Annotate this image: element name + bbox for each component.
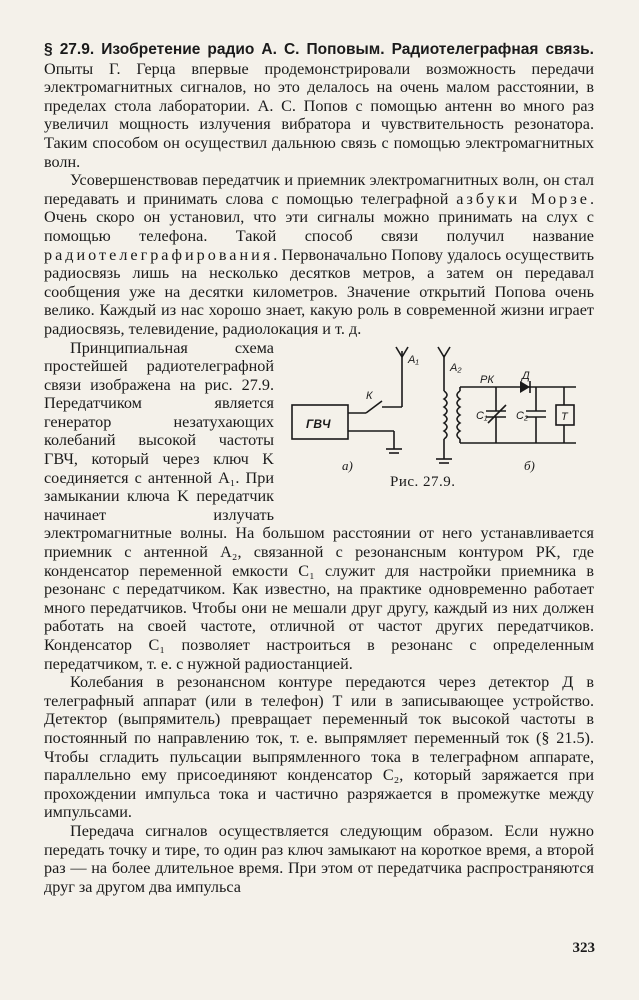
paragraph-2-c: . Первоначально Попову удалось осуществить радиосвязь лишь на несколько десятков метров, а затем он передавал сообщения уже на десятки километров. Значение открытий Попова очень велико. Каждый из нас хорошо знает, какую роль в современной жизни играет радиосвязь, телевидение, радиолокация и т. д. — [44, 245, 594, 338]
rk-label: РК — [480, 373, 494, 386]
d-label: Д — [522, 369, 530, 382]
radiotelegraph-term: радиотелеграфирования — [44, 245, 274, 264]
morse-term: азбуки Морзе — [456, 189, 590, 208]
paragraph-2-b: . Очень скоро он установил, что эти сигналы можно принимать на слух с помощью телефона. Такой способ связи получил название — [44, 189, 595, 245]
paragraph-5: Передача сигналов осуществляется следующим образом. Если нужно передать точку и тире, то один раз ключ замыкают на короткое время, а второй раз — на более длительное время. При этом от передатчика распространяются друг за другом два импульса — [44, 821, 594, 896]
paragraph-3: Принципиальная схема простейшей радиотелеграфной связи изображена на рис. 27.9. Передатчиком является генератор незатухающих колебаний высокой частоты ГВЧ, который через ключ K соединяется с антенной A₁. При замыкании ключа K передатчик начинает излучать электромагнитные волны. На большом расстоянии от него устанавливается приемник с антенной A₂, связанной с резонансным контуром PK, где конденсатор переменной емкости C₁ служит для настройки приемника в резонанс с передатчиком. Как известно, на практике одновременно работает много передатчиков. Чтобы они не мешали друг другу, каждый из них должен работать на своей частоте, отличной от частот других передатчиков. Конденсатор C₁ позволяет настроиться в резонанс с определенным передатчиком, т. е. с нужной радиостанцией. — [44, 338, 594, 673]
gvch-label: ГВЧ — [306, 416, 331, 431]
paragraph-1 — [44, 40, 594, 171]
figure-caption: Рис. 27.9. — [390, 473, 456, 490]
paragraph-2 — [44, 171, 594, 338]
figure-27-9 — [284, 341, 594, 511]
paragraph-2-a: Усовершенствовав передатчик и приемник электромагнитных волн, он стал передавать и принимать слова с помощью телеграфной — [44, 171, 594, 208]
antenna-a2-label: A₂ — [450, 361, 462, 374]
paragraph-1-text: Опыты Г. Герца впервые продемонстрировали возможность передачи электромагнитных сигналов, но это делалось на очень малом расстоянии, в пределах стола лаборатории. А. С. Попов с помощью антенн во много раз увеличил мощность излучения вибратора и чувствительность резонатора. Таким способом он осуществил дальнюю связь с помощью электромагнитных волн. — [44, 59, 594, 171]
page-body — [44, 40, 594, 896]
figure-label-b: б) — [524, 457, 535, 473]
c2-label: C₂ — [516, 409, 529, 422]
antenna-a1-label: A₁ — [408, 353, 419, 366]
t-label: T — [561, 410, 568, 423]
figure-label-a: а) — [342, 457, 353, 473]
c1-label: C₁ — [476, 409, 488, 422]
paragraph-4: Колебания в резонансном контуре передаются через детектор Д в телеграфный аппарат (или в телефон) T или в записывающее устройство. Детектор (выпрямитель) превращает переменный ток высокой частоты в постоянный по направлению ток, т. е. выпрямляет переменный ток (§ 21.5). Чтобы сгладить пульсации выпрямленного тока в телеграфном аппарате, параллельно ему присоединяют конденсатор C₂, который заряжается при прохождении импульса тока и частично разряжается в промежутке между импульсами. — [44, 673, 594, 822]
page-number: 323 — [572, 940, 595, 956]
section-heading: § 27.9. Изобретение радио А. С. Поповым. Радиотелеграфная связь. — [44, 41, 594, 58]
key-label: К — [366, 389, 373, 402]
